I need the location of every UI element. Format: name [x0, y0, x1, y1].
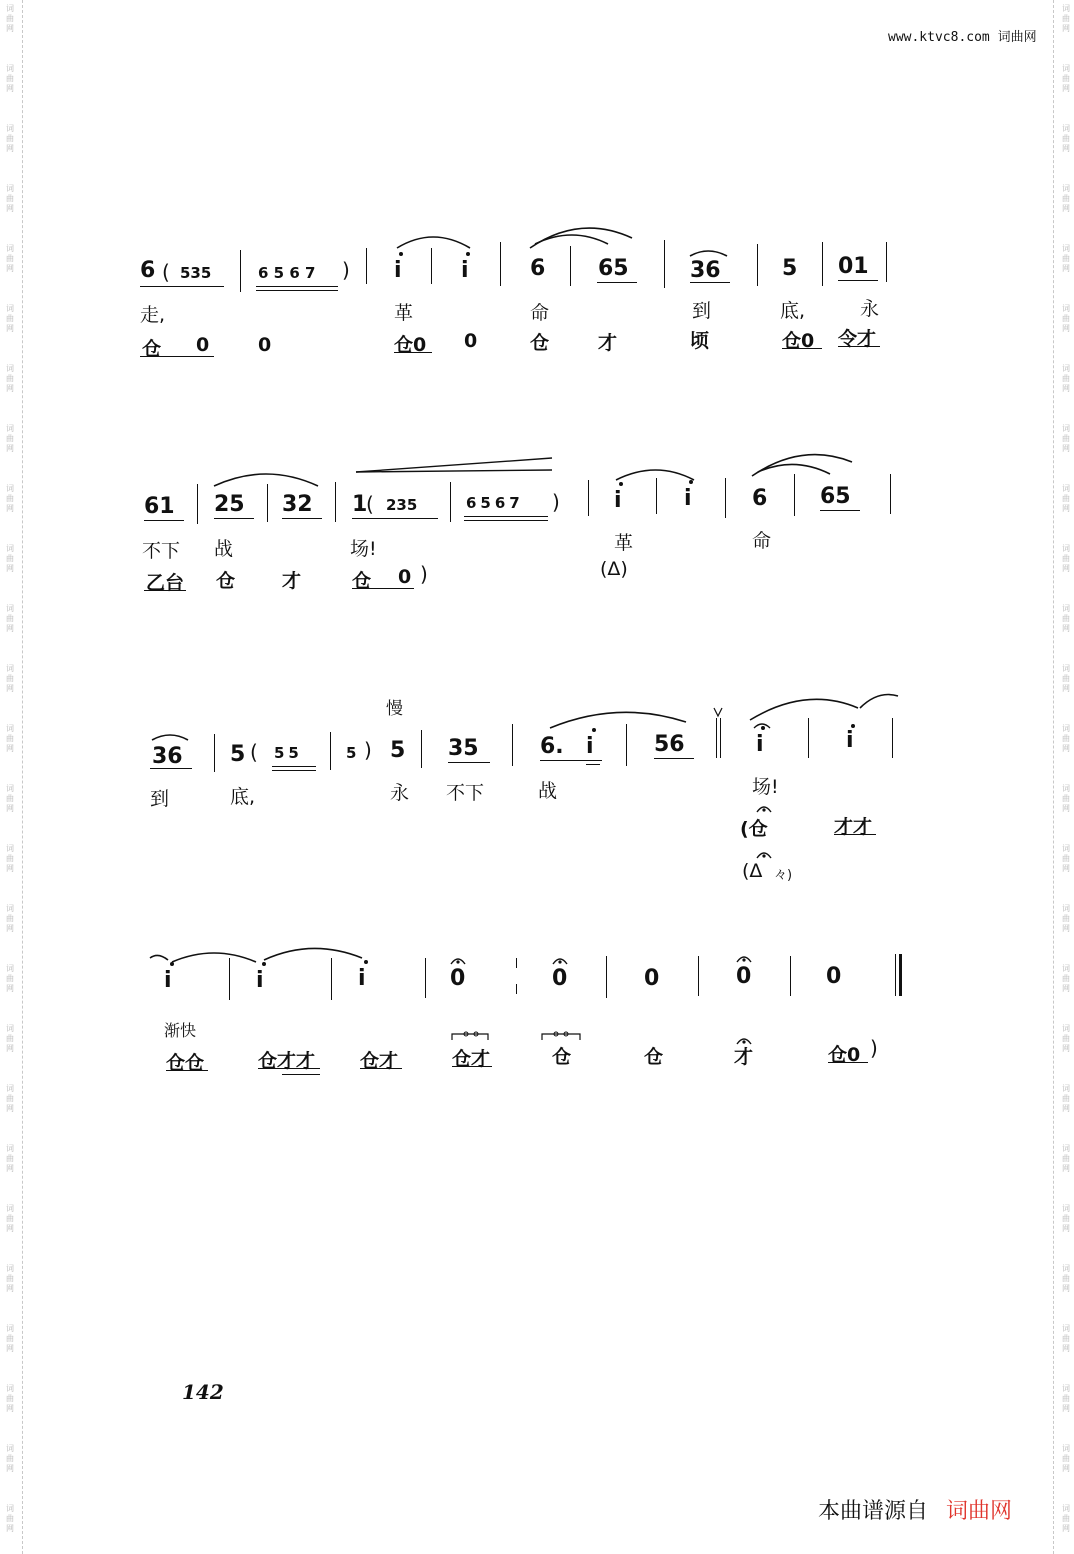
watermark-mark: 词 曲 网 [1062, 64, 1070, 93]
page-number: 142 [182, 1380, 224, 1404]
note: 0 [552, 966, 568, 991]
note: 6567 [466, 494, 524, 512]
note: 0 [450, 966, 466, 991]
watermark-mark: 词 曲 网 [6, 4, 14, 33]
note: i [756, 732, 764, 757]
percussion: 仓才才 [258, 1050, 316, 1072]
note: 35 [448, 736, 479, 761]
note: i [256, 968, 264, 993]
watermark-mark: 词 曲 网 [1062, 1264, 1070, 1293]
watermark-mark: 词 曲 网 [1062, 304, 1070, 333]
percussion: (Δ [742, 860, 763, 882]
watermark-mark: 词 曲 网 [1062, 124, 1070, 153]
lyric: 走, [140, 304, 166, 326]
source-prefix: 本曲谱源自 [818, 1499, 929, 1524]
note: 65 [598, 256, 629, 281]
percussion: 0 [196, 334, 210, 356]
percussion: 仓0 [782, 330, 815, 352]
lyric: 底, [230, 786, 256, 808]
watermark-mark: 词 曲 网 [1062, 1084, 1070, 1113]
tempo-marking: 渐快 [164, 1021, 197, 1040]
paren: ( [366, 492, 374, 516]
watermark-mark: 词 曲 网 [1062, 1504, 1070, 1533]
note: 56 [654, 732, 685, 757]
paren: ( [250, 740, 258, 764]
percussion: 才 [734, 1046, 754, 1068]
note: 0 [736, 964, 752, 989]
note: 65 [820, 484, 851, 509]
watermark-mark: 词 曲 网 [6, 604, 14, 633]
paren: ) [364, 738, 372, 762]
watermark-mark: 词 曲 网 [6, 1384, 14, 1413]
note: 36 [690, 258, 721, 283]
percussion: 0 [258, 334, 272, 356]
watermark-mark: 词 曲 网 [6, 304, 14, 333]
note: 6 [752, 486, 768, 511]
paren: ) [552, 490, 560, 514]
watermark-mark: 词 曲 网 [1062, 1324, 1070, 1353]
lyric: 命 [752, 530, 772, 552]
note: 0 [644, 966, 660, 991]
watermark-mark: 词 曲 网 [1062, 424, 1070, 453]
watermark-mark: 词 曲 网 [6, 1024, 14, 1053]
watermark-mark: 词 曲 网 [1062, 1384, 1070, 1413]
percussion: 仓0 [828, 1044, 861, 1066]
note: 55 [274, 744, 303, 762]
percussion: 仓仓 [166, 1052, 205, 1074]
watermark-mark: 词 曲 网 [1062, 1204, 1070, 1233]
paren: ) [342, 258, 350, 282]
percussion-tail: 々) [774, 868, 793, 883]
lyric: 革 [394, 302, 414, 324]
watermark-mark: 词 曲 网 [1062, 244, 1070, 273]
watermark-mark: 词 曲 网 [6, 664, 14, 693]
percussion: 顷 [690, 330, 710, 352]
percussion: 乙台 [146, 572, 185, 594]
lyric: 命 [530, 302, 550, 324]
note: i [684, 486, 692, 511]
watermark-mark: 词 曲 网 [6, 784, 14, 813]
watermark-mark: 词 曲 网 [1062, 784, 1070, 813]
note: i [394, 258, 402, 283]
note: 6 [530, 256, 546, 281]
watermark-mark: 词 曲 网 [1062, 1024, 1070, 1053]
watermark-mark: 词 曲 网 [1062, 724, 1070, 753]
note: 6 [140, 258, 156, 283]
watermark-mark: 词 曲 网 [6, 1204, 14, 1233]
watermark-mark: 词 曲 网 [6, 544, 14, 573]
note: i [614, 488, 622, 513]
lyric: 到 [692, 300, 712, 322]
note: 01 [838, 254, 869, 279]
note: i [846, 728, 854, 753]
percussion: 仓0 [394, 334, 427, 356]
watermark-mark: 词 曲 网 [1062, 1144, 1070, 1173]
lyric: 战 [214, 538, 234, 560]
paren: ) [420, 562, 428, 586]
note: 0 [826, 964, 842, 989]
watermark-mark: 词 曲 网 [6, 124, 14, 153]
site-url: www.ktvc8.com 词曲网 [888, 30, 1037, 45]
paren: ) [870, 1036, 878, 1060]
lyric: 永 [860, 298, 880, 320]
watermark-mark: 词 曲 网 [6, 844, 14, 873]
note: 235 [386, 496, 418, 514]
lyric: 永 [390, 782, 410, 804]
percussion: 才才 [834, 816, 873, 838]
percussion: 0 [464, 330, 478, 352]
watermark-mark: 词 曲 网 [6, 1144, 14, 1173]
watermark-mark: 词 曲 网 [1062, 664, 1070, 693]
watermark-mark: 词 曲 网 [6, 1264, 14, 1293]
watermark-mark: 词 曲 网 [6, 904, 14, 933]
percussion: 仓 [216, 570, 236, 592]
watermark-mark: 词 曲 网 [6, 424, 14, 453]
note: 6. [540, 734, 564, 759]
watermark-mark: 词 曲 网 [1062, 364, 1070, 393]
watermark-mark: 词 曲 网 [1062, 964, 1070, 993]
watermark-mark: 词 曲 网 [1062, 904, 1070, 933]
percussion: 仓 [644, 1046, 664, 1068]
lyric: 到 [150, 788, 170, 810]
note: 5 [230, 742, 246, 767]
source-credit [818, 1494, 1012, 1525]
percussion-underline [360, 1068, 402, 1069]
source-brand-link[interactable]: 词曲网 [946, 1499, 1013, 1524]
note: 6 5 6 7 [258, 264, 316, 282]
note: 5 [346, 744, 357, 762]
lyric: 场! [752, 776, 779, 798]
watermark-mark: 词 曲 网 [6, 1504, 14, 1533]
watermark-mark: 词 曲 网 [1062, 604, 1070, 633]
note: i [164, 968, 172, 993]
note: 32 [282, 492, 313, 517]
watermark-mark: 词 曲 网 [6, 64, 14, 93]
note: i [358, 966, 366, 991]
note: i [461, 258, 469, 283]
note: 5 [390, 738, 406, 763]
paren: ( [162, 260, 170, 284]
watermark-mark: 词 曲 网 [6, 364, 14, 393]
percussion: 令才 [838, 328, 877, 350]
watermark-mark: 词 曲 网 [1062, 544, 1070, 573]
percussion: (Δ) [600, 558, 628, 580]
lyric: 革 [614, 532, 634, 554]
percussion: 仓才 [360, 1050, 399, 1072]
watermark-mark: 词 曲 网 [1062, 184, 1070, 213]
note: 61 [144, 494, 175, 519]
watermark-mark: 词 曲 网 [1062, 844, 1070, 873]
percussion: 仓 [352, 570, 372, 592]
watermark-mark: 词 曲 网 [6, 184, 14, 213]
percussion-underline [828, 1062, 868, 1063]
percussion-underline [282, 1074, 320, 1075]
percussion: 仓 [142, 338, 162, 360]
note: 535 [180, 264, 212, 282]
watermark-mark: 词 曲 网 [6, 1444, 14, 1473]
percussion: 仓 [552, 1046, 572, 1068]
watermark-mark: 词 曲 网 [6, 1084, 14, 1113]
tempo-marking: 慢 [386, 699, 403, 719]
watermark-mark: 词 曲 网 [1062, 484, 1070, 513]
percussion: (仓 [740, 818, 768, 840]
watermark-mark: 词 曲 网 [1062, 4, 1070, 33]
note: 1 [352, 492, 368, 517]
percussion-underline [258, 1068, 320, 1069]
lyric: 不下 [446, 782, 485, 804]
watermark-mark: 词 曲 网 [6, 964, 14, 993]
note: 25 [214, 492, 245, 517]
watermark-mark: 词 曲 网 [6, 484, 14, 513]
note: i [586, 734, 594, 759]
watermark-mark: 词 曲 网 [6, 244, 14, 273]
lyric: 战 [538, 780, 558, 802]
lyric: 不下 [142, 540, 181, 562]
percussion: 才 [282, 570, 302, 592]
percussion: 仓才 [452, 1048, 491, 1070]
percussion-underline [452, 1066, 492, 1067]
note: 5 [782, 256, 798, 281]
watermark-mark: 词 曲 网 [6, 1324, 14, 1353]
note: 36 [152, 744, 183, 769]
percussion: 仓 [530, 332, 550, 354]
lyric: 底, [780, 300, 806, 322]
percussion-underline [166, 1070, 208, 1071]
percussion: 0 [398, 566, 412, 588]
watermark-mark: 词 曲 网 [6, 724, 14, 753]
watermark-mark: 词 曲 网 [1062, 1444, 1070, 1473]
percussion: 才 [598, 332, 618, 354]
lyric: 场! [350, 538, 377, 560]
